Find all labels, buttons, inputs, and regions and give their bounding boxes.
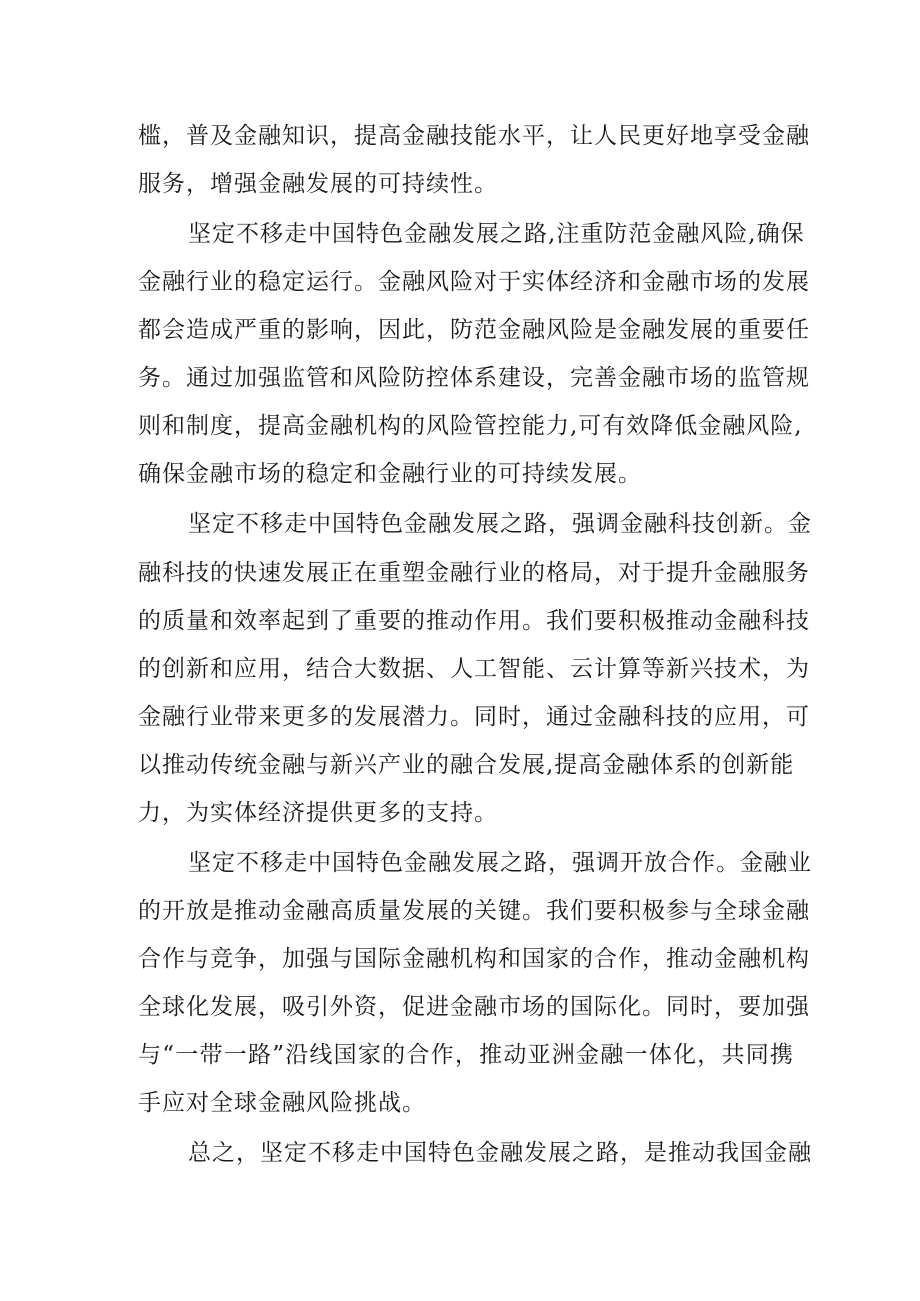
text-line: 服务，增强金融发展的可持续性。 [138, 171, 498, 197]
text-line: 以推动传统金融与新兴产业的融合发展,提高金融体系的创新能 [138, 752, 795, 778]
text-line: 融科技的快速发展正在重塑金融行业的格局，对于提升金融服务 [138, 560, 810, 586]
text-line: 确保金融市场的稳定和金融行业的可持续发展。 [138, 461, 642, 487]
text-line: 的质量和效率起到了重要的推动作用。我们要积极推动金融科技 [138, 608, 810, 634]
text-line: 都会造成严重的影响，因此，防范金融风险是金融发展的重要任 [138, 317, 810, 343]
text-line: 力，为实体经济提供更多的支持。 [138, 800, 498, 826]
paragraph-first-line: 坚定不移走中国特色金融发展之路，强调金融科技创新。金 [188, 511, 812, 537]
text-line: 全球化发展，吸引外资，促进金融市场的国际化。同时，要加强 [138, 994, 810, 1020]
text-line: 金融行业带来更多的发展潜力。同时，通过金融科技的应用，可 [138, 704, 810, 730]
text-line: 的开放是推动金融高质量发展的关键。我们要积极参与全球金融 [138, 898, 810, 924]
paragraph-first-line: 坚定不移走中国特色金融发展之路，强调开放合作。金融业 [188, 850, 812, 876]
text-line: 与“一带一路”沿线国家的合作，推动亚洲金融一体化，共同携 [138, 1042, 794, 1068]
text-line: 则和制度，提高金融机构的风险管控能力,可有效降低金融风险, [138, 413, 803, 439]
text-line: 金融行业的稳定运行。金融风险对于实体经济和金融市场的发展 [138, 269, 810, 295]
paragraph-first-line: 坚定不移走中国特色金融发展之路,注重防范金融风险,确保 [188, 221, 805, 247]
paragraph-first-line: 总之，坚定不移走中国特色金融发展之路，是推动我国金融 [188, 1140, 812, 1166]
text-line: 槛，普及金融知识，提高金融技能水平，让人民更好地享受金融 [138, 123, 810, 149]
text-line: 务。通过加强监管和风险防控体系建设，完善金融市场的监管规 [138, 365, 810, 391]
text-line: 的创新和应用，结合大数据、人工智能、云计算等新兴技术，为 [138, 656, 810, 682]
text-line: 手应对全球金融风险挑战。 [138, 1090, 426, 1116]
text-line: 合作与竞争，加强与国际金融机构和国家的合作，推动金融机构 [138, 946, 810, 972]
